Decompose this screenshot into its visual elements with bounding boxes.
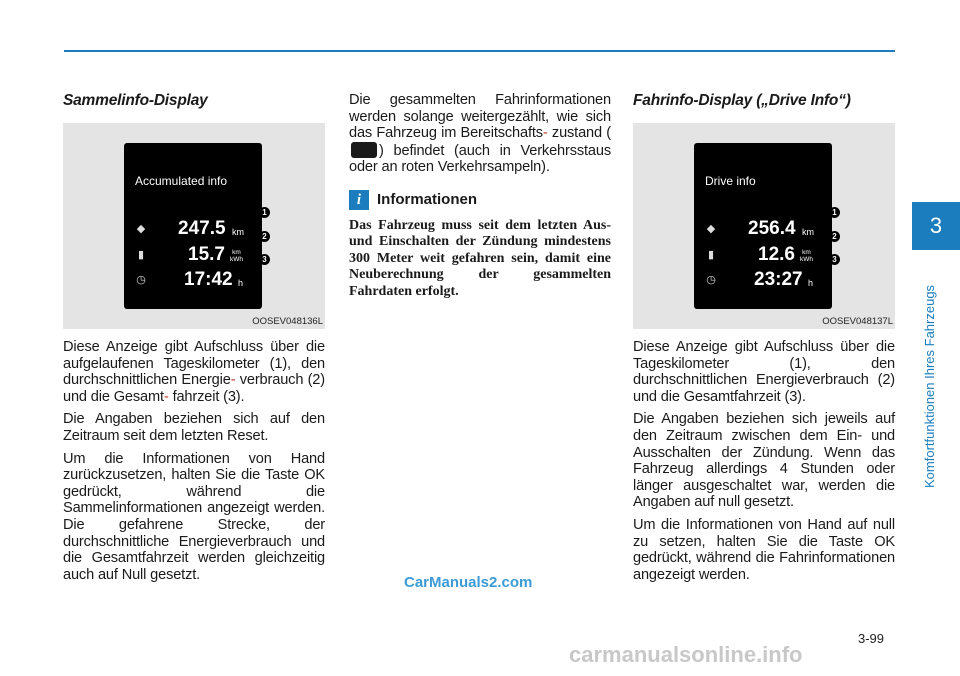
drive-figure [633, 123, 895, 329]
time-unit: h [238, 278, 244, 288]
figure-code: OOSEV048136L [252, 316, 323, 327]
drive-screen-title: Drive info [705, 174, 756, 188]
callout-1: 1 [259, 207, 270, 218]
distance-unit: km [232, 227, 244, 237]
callout-3: 3 [259, 254, 270, 265]
drive-heading: Fahrinfo-Display („Drive Info“) [633, 92, 851, 109]
energy-unit: km kWh [230, 249, 243, 263]
energy-row [702, 244, 832, 266]
distance-unit: km [802, 227, 814, 237]
charging-plug-icon: ▮ [137, 249, 145, 261]
time-unit: h [808, 278, 814, 288]
accumulated-screen [124, 143, 262, 309]
distance-value: 247.5 [178, 218, 226, 239]
time-value: 17:42 [184, 269, 233, 290]
accumulated-para-1: Diese Anzeige gibt Aufschluss über die aufgelaufenen Tageskilometer (1), den durchschnittlichen Energie- verbrauch (2) und die Gesamt- fahrzeit (3). [63, 339, 325, 405]
drive-para-2: Die Angaben beziehen sich jeweils auf den Zeitraum zwischen dem Ein- und Ausschalten der Zündung. Wenn das Fahrzeug allerdings 4 Stunden oder länger ausgeschaltet war, werden die Angaben auf null gesetzt. [633, 411, 895, 511]
time-row [132, 269, 262, 291]
info-title: Informationen [377, 191, 477, 209]
energy-value: 15.7 [188, 244, 225, 265]
info-header [349, 190, 611, 210]
car-icon: ◆ [136, 223, 146, 235]
accumulated-screen-title: Accumulated info [135, 174, 228, 188]
ready-car-icon [351, 142, 377, 158]
callout-3: 3 [829, 254, 840, 265]
accumulated-heading: Sammelinfo-Display [63, 92, 208, 109]
clock-icon: ◷ [136, 274, 146, 286]
middle-section [349, 92, 611, 300]
info-icon: i [349, 190, 369, 210]
distance-row [702, 218, 832, 240]
energy-row [132, 244, 262, 266]
energy-value: 12.6 [758, 244, 795, 265]
top-rule [64, 50, 895, 52]
clock-icon: ◷ [706, 274, 716, 286]
chapter-side-label: Komfortfunktionen Ihres Fahrzeugs [922, 284, 937, 488]
figure-code: OOSEV048137L [822, 316, 893, 327]
callout-2: 2 [829, 231, 840, 242]
page-number: 3-99 [858, 631, 885, 646]
accumulated-figure [63, 123, 325, 329]
car-icon: ◆ [706, 223, 716, 235]
charging-plug-icon: ▮ [707, 249, 715, 261]
distance-value: 256.4 [748, 218, 796, 239]
chapter-tab: 3 [912, 202, 960, 250]
accumulated-para-2: Die Angaben beziehen sich auf den Zeitraum seit dem letzten Reset. [63, 411, 325, 444]
watermark-carmanualsonline: carmanualsonline.info [569, 642, 803, 667]
drive-screen [694, 143, 832, 309]
middle-para: Die gesammelten Fahrinformationen werden solange weitergezählt, wie sich das Fahrzeug im Bereitschafts- zustand () befindet (auch in Verkehrsstaus oder an roten Verkehrsampeln). [349, 92, 611, 176]
energy-unit: km kWh [800, 249, 813, 263]
distance-row [132, 218, 262, 240]
accumulated-info-section [63, 92, 325, 589]
accumulated-para-3: Um die Informationen von Hand zurückzusetzen, halten Sie die Taste OK gedrückt, während die Sammelinformationen angezeigt werden. Die gefahrene Strecke, der durchschnittliche Energieverbrauch und die Gesamtfahrzeit werden gleichzeitig auch auf Null gesetzt. [63, 450, 325, 583]
drive-info-section [633, 92, 895, 589]
time-value: 23:27 [754, 269, 803, 290]
callout-1: 1 [829, 207, 840, 218]
callout-2: 2 [259, 231, 270, 242]
watermark-carmanuals2: CarManuals2.com [404, 574, 533, 591]
drive-para-3: Um die Informationen von Hand auf null zu setzen, halten Sie die Taste OK gedrückt, während die Fahrinformationen angezeigt werden. [633, 516, 895, 583]
info-text: Das Fahrzeug muss seit dem letzten Aus- und Einschalten der Zündung mindestens 300 Meter weit gefahren sein, damit eine Neuberechnung der gesammelten Fahrdaten erfolgt. [349, 217, 611, 299]
time-row [702, 269, 832, 291]
drive-para-1: Diese Anzeige gibt Aufschluss über die Tageskilometer (1), den durchschnittlichen Energieverbrauch (2) und die Gesamtfahrzeit (3). [633, 339, 895, 405]
